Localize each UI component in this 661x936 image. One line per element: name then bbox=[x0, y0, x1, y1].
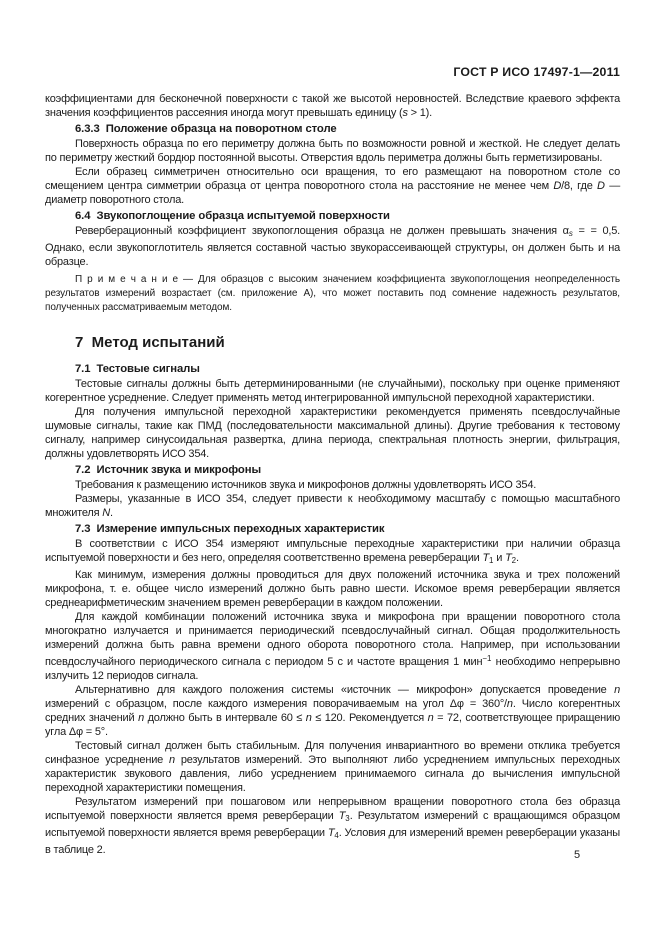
text-run: 3 bbox=[345, 813, 350, 823]
text-run: 6.4 Звукопоглощение образца испытуемой поверхности bbox=[75, 210, 390, 222]
paragraph bbox=[45, 377, 620, 405]
text-run: 7 Метод испытаний bbox=[75, 333, 225, 351]
text-run: 7.1 Тестовые сигналы bbox=[75, 362, 200, 375]
text-run: Поверхность образца по его периметру должна быть по возможности ровной и жесткой. Не следует делать по периметру жесткий бордюр постоянной высоты. Отверстия вдоль периметра должны быть герметизированы. bbox=[45, 138, 620, 164]
text-run: . Число когерентных средних значений bbox=[45, 697, 620, 724]
text-run: Если образец симметричен относительно оси вращения, то его размещают на поворотном столе со смещением центра симметрии образца от центра поворотного стола на расстояние не менее чем bbox=[45, 166, 620, 192]
text-run: s bbox=[402, 107, 408, 119]
paragraph bbox=[45, 492, 620, 520]
page-number: 5 bbox=[573, 849, 581, 861]
text-run: 4 bbox=[334, 831, 339, 841]
text-run: n bbox=[427, 711, 434, 724]
paragraph bbox=[45, 537, 620, 568]
paragraph bbox=[45, 405, 620, 461]
text-run: . Условия для измерений времен реверберации указаны в таблице 2. bbox=[45, 826, 620, 857]
text-run: Реверберационный коэффициент звукопоглощения образца не должен превышать значения bbox=[75, 225, 563, 237]
text-run: Для получения импульсной переходной характеристики рекомендуется применять псевдослучайные шумовые сигналы, такие как ПМД (последовательности максимальной длины). Другие требования к тестовому сигналу, например синусоидальная развертка, длина периода, спектральная плотность энергии, фильтрация, должны удовлетворять ИСО 354. bbox=[45, 405, 620, 460]
text-run: Тестовый сигнал должен быть стабильным. Для получения инвариантного во времени отклика требуется синфазное усреднение bbox=[45, 739, 620, 766]
paragraph bbox=[45, 92, 620, 120]
text-run: s bbox=[568, 229, 573, 239]
document-header: ГОСТ Р ИСО 17497-1—2011 bbox=[453, 65, 620, 79]
text-run: > 1). bbox=[407, 107, 432, 119]
chapter-heading bbox=[75, 334, 620, 351]
text-run: 6.3.3 Положение образца на поворотном столе bbox=[75, 123, 337, 135]
text-run: T bbox=[338, 809, 346, 822]
paragraph bbox=[45, 683, 620, 739]
text-run: −1 bbox=[482, 653, 492, 663]
text-run: Результатом измерений при пошаговом или непрерывном вращении поворотного стола без образца испытуемой поверхности является время реверберации bbox=[45, 795, 620, 822]
text-run: 2 bbox=[511, 555, 517, 565]
note bbox=[45, 273, 620, 314]
text-run: . bbox=[109, 506, 113, 519]
text-run: — диаметр поворотного стола. bbox=[45, 180, 621, 206]
text-run: Тестовые сигналы должны быть детерминированными (не случайными), поскольку при оценке применяют когерентное усреднение. Следует применять метод интегрированной импульсной переходной характеристики. bbox=[45, 377, 620, 404]
text-run: П р и м е ч а н и е — Для образцов с высоким значением коэффициента звукопоглощения неопределенность результатов измерений возрастает (см. приложение А), что может поставить под сомнение надежность результатов, полученных рассматриваемым методом. bbox=[45, 274, 620, 313]
text-run: = = 0,5. Однако, если звукопоглотитель является составной частью звукорассеивающей структуры, он должен быть и на образце. bbox=[45, 225, 620, 269]
text-run: Как минимум, измерения должны проводиться для двух положений источника звука и трех положений микрофона, т. е. общее число измерений должно быть равно шести. Искомое время реверберации является среднеарифметическим значением времен реверберации в каждом положении. bbox=[45, 568, 620, 609]
text-run: результатов измерений. Это выполняют либо усреднением импульсных переходных характеристик звукового давления, либо усреднением принимаемого сигнала до вычисления импульсной переходной характеристики помещения. bbox=[45, 753, 620, 794]
paragraph bbox=[45, 478, 620, 492]
text-run: . Результатом измерений с вращающимся образцом испытуемой поверхности является время реверберации bbox=[45, 809, 620, 839]
paragraph bbox=[45, 795, 620, 857]
text-run: Для каждой комбинации положений источника звука и микрофона при вращении поворотного стола многократно излучается и принимается периодический псевдослучайный сигнал. Общая продолжительность измерений должна быть равна времени одного оборота поворотного стола. Например, при использовании псевдослучайного периодического сигнала с периодом 5 с и частоте вращения 1 мин bbox=[45, 610, 620, 668]
text-run: D bbox=[553, 180, 562, 192]
text-run: /8, где bbox=[561, 180, 598, 192]
text-run: α bbox=[562, 225, 569, 237]
paragraph bbox=[45, 610, 620, 683]
text-run: В соответствии с ИСО 354 измеряют импульсные переходные характеристики при наличии образца испытуемой поверхности и без него, определяя соответственно времена реверберации bbox=[45, 537, 620, 564]
subheading bbox=[75, 209, 620, 223]
text-run: необходимо непрерывно излучить 12 периодов сигнала. bbox=[45, 655, 620, 682]
subheading bbox=[75, 362, 620, 376]
paragraph bbox=[45, 568, 620, 610]
text-run: N bbox=[102, 506, 110, 519]
text-run: T bbox=[505, 551, 512, 564]
subheading bbox=[75, 463, 620, 477]
paragraph bbox=[45, 165, 620, 207]
subheading bbox=[75, 122, 620, 136]
text-run: T bbox=[482, 551, 490, 564]
text-run: T bbox=[327, 826, 335, 839]
paragraph bbox=[45, 224, 620, 269]
text-run: . bbox=[516, 551, 519, 564]
text-run: 1 bbox=[489, 555, 494, 565]
text-run: 7.3 Измерение импульсных переходных характеристик bbox=[75, 522, 385, 535]
text-run: 7.2 Источник звука и микрофоны bbox=[75, 463, 261, 476]
paragraph bbox=[45, 137, 620, 165]
document-content bbox=[45, 92, 620, 857]
text-run: n bbox=[138, 711, 144, 724]
text-run: измерений с образцом, после каждого измерения поворачиваемым на угол Δφ = 360°/ bbox=[45, 697, 507, 710]
text-run: D bbox=[597, 180, 605, 192]
text-run: = 72, соответствующее приращению угла Δφ = 5°. bbox=[45, 711, 620, 738]
text-run: Размеры, указанные в ИСО 354, следует привести к необходимому масштабу с помощью масштабного множителя bbox=[45, 492, 620, 519]
text-run: n bbox=[168, 753, 175, 766]
text-run: должно быть в интервале 60 ≤ bbox=[143, 711, 306, 724]
text-run: ≤ 120. Рекомендуется bbox=[311, 711, 428, 724]
text-run: n bbox=[506, 697, 513, 710]
paragraph bbox=[45, 739, 620, 795]
text-run: Требования к размещению источников звука и микрофонов должны удовлетворять ИСО 354. bbox=[75, 478, 537, 491]
subheading bbox=[75, 522, 620, 536]
text-run: коэффициентами для бесконечной поверхности с такой же высотой неровностей. Вследствие краевого эффекта значения коэффициентов рассеяния иногда могут превышать единицу ( bbox=[45, 93, 620, 119]
text-run: n bbox=[305, 711, 312, 724]
text-run: Альтернативно для каждого положения системы «источник — микрофон» допускается проведение bbox=[75, 683, 615, 696]
text-run: и bbox=[493, 551, 506, 564]
text-run: n bbox=[614, 683, 620, 696]
